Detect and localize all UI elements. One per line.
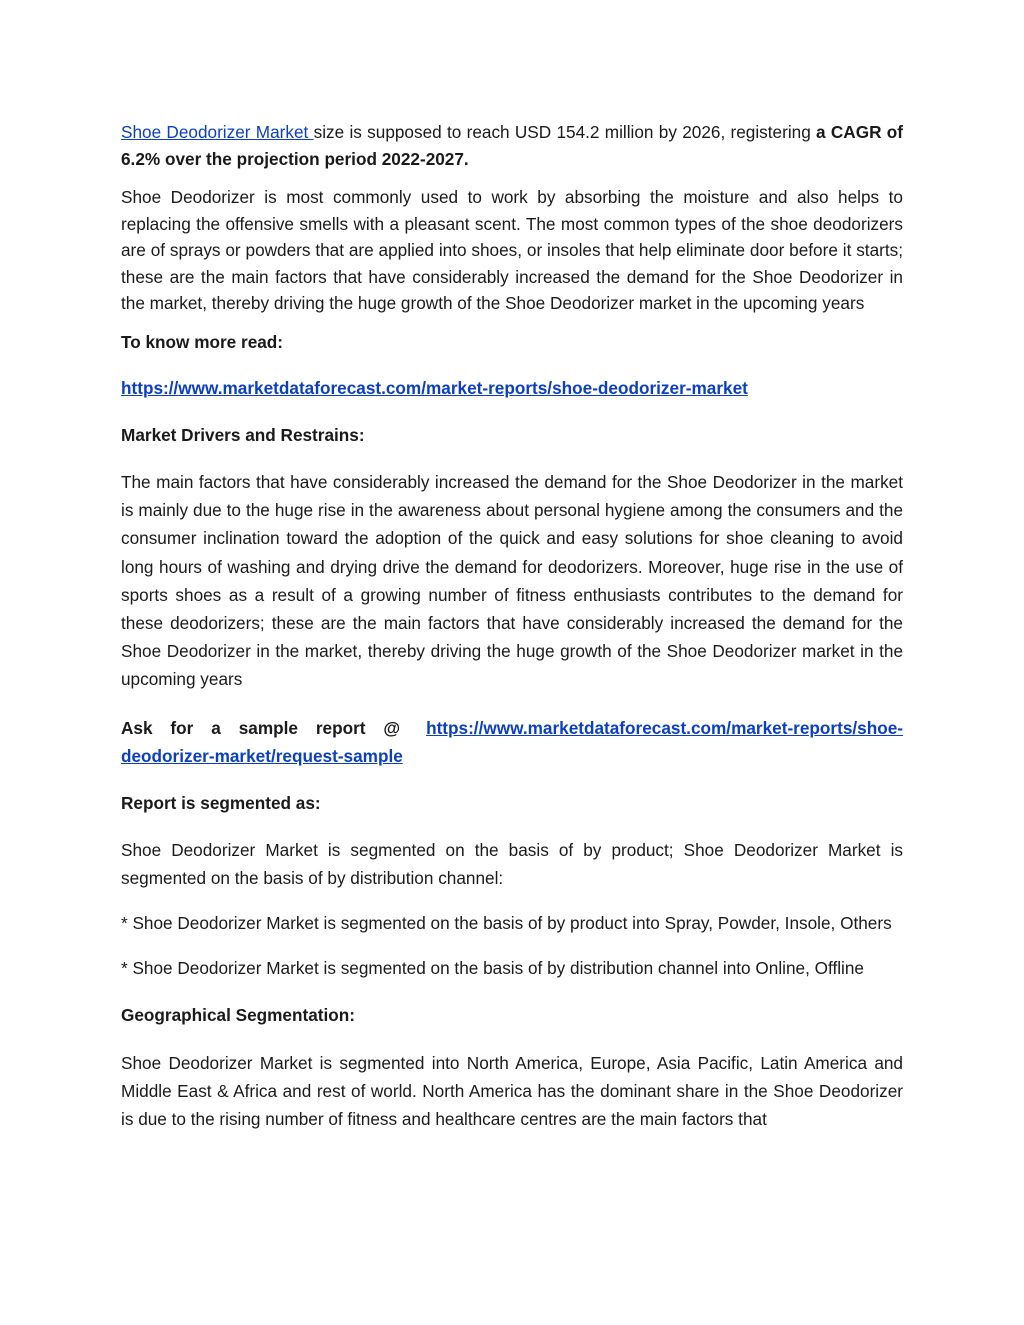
shoe-deodorizer-market-link[interactable]: Shoe Deodorizer Market (121, 122, 314, 142)
document-body (121, 119, 903, 1133)
know-more-heading (121, 329, 903, 356)
segmented-paragraph: Shoe Deodorizer Market is segmented on the basis of by product; Shoe Deodorizer Market is segmented on the basis of by distribution channel: (121, 840, 903, 889)
sample-report-paragraph (121, 714, 903, 770)
drivers-heading-text: Market Drivers and Restrains: (121, 424, 365, 445)
geo-heading-text: Geographical Segmentation: (121, 1005, 355, 1026)
intro-paragraph (121, 119, 903, 172)
drivers-heading (121, 422, 903, 449)
intro-text: size is supposed to reach USD 154.2 million by 2026, registering (313, 122, 817, 142)
segmented-heading-text: Report is segmented as: (121, 792, 321, 813)
intro-cagr-bold: a CAGR of 6.2% over the projection period 2022-2027. (121, 122, 904, 169)
report-link-text[interactable]: https://www.marketdataforecast.com/market-reports/shoe-deodorizer-market (121, 378, 748, 398)
know-more-link-paragraph (121, 375, 903, 402)
drivers-paragraph: The main factors that have considerably increased the demand for the Shoe Deodorizer in the market is mainly due to the huge rise in the awareness about personal hygiene among the consumers and the consumer inclination toward the adoption of the quick and easy solutions for shoe cleaning to avoid long hours of washing and drying drive the demand for deodorizers. Moreover, huge rise in the use of sports shoes as a result of a growing number of fitness enthusiasts contributes to the demand for these deodorizers; these are the main factors that have considerably increased the demand for the Shoe Deodorizer in the market, thereby driving the huge growth of the Shoe Deodorizer market in the upcoming years (121, 472, 903, 690)
sample-report-label: Ask for a sample report @ (121, 717, 419, 738)
sample-report-link-text[interactable]: https://www.marketdataforecast.com/market-reports/shoe-deodorizer-market/request-sample (121, 717, 903, 766)
segment-bullet-product: * Shoe Deodorizer Market is segmented on the basis of by product into Spray, Powder, Insole, Others (121, 913, 892, 934)
segment-bullet-distribution: * Shoe Deodorizer Market is segmented on the basis of by distribution channel into Online, Offline (121, 958, 864, 979)
geo-heading (121, 1002, 903, 1029)
geo-paragraph: Shoe Deodorizer Market is segmented into North America, Europe, Asia Pacific, Latin America and Middle East & Africa and rest of world. North America has the dominant share in the Shoe Deodorizer is due to the rising number of fitness and healthcare centres are the main factors that (121, 1052, 903, 1129)
description-paragraph: Shoe Deodorizer is most commonly used to work by absorbing the moisture and also helps to replacing the offensive smells with a pleasant scent. The most common types of the shoe deodorizers are of sprays or powders that are applied into shoes, or insoles that help eliminate door before it starts; these are the main factors that have considerably increased the demand for the Shoe Deodorizer in the market, thereby driving the huge growth of the Shoe Deodorizer market in the upcoming years (121, 187, 903, 313)
know-more-heading-text: To know more read: (121, 331, 284, 352)
report-link[interactable] (121, 378, 748, 398)
segmented-heading (121, 790, 903, 817)
